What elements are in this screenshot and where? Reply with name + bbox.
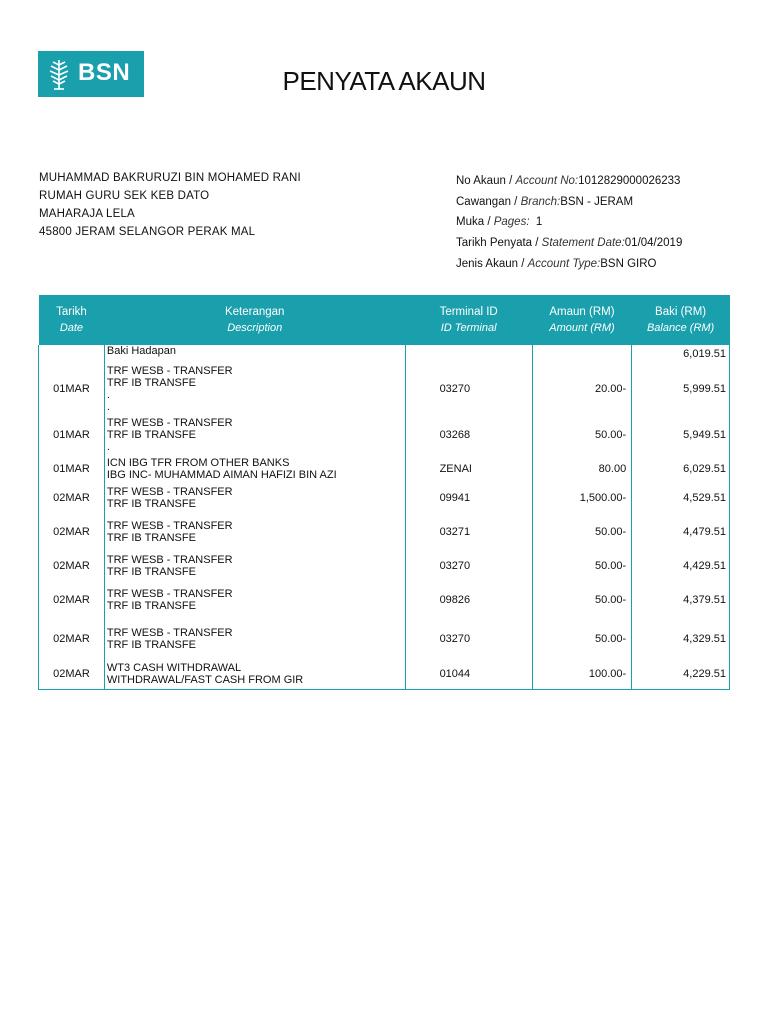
cell-balance: 4,379.51	[632, 581, 730, 619]
cell-amount: 50.00-	[532, 551, 631, 581]
description-line: TRF IB TRANSFE	[106, 600, 196, 612]
table-row	[39, 619, 730, 659]
cell-terminal: 03270	[405, 363, 532, 415]
transactions-table	[38, 295, 730, 690]
cell-description	[104, 581, 405, 619]
account-type-label-en: Account Type:	[527, 257, 601, 270]
account-no-label: No Akaun /	[456, 175, 513, 187]
branch-label: Cawangan /	[456, 195, 518, 208]
pages-row	[456, 212, 682, 233]
address-line: MUHAMMAD BAKRURUZI BIN MOHAMED RANI	[39, 172, 301, 184]
description-line: ICN IBG TFR FROM OTHER BANKS	[106, 457, 290, 469]
statement-date-label: Tarikh Penyata /	[456, 237, 539, 250]
account-type-row	[456, 254, 682, 275]
cell-description	[104, 551, 405, 581]
cell-date: 02MAR	[39, 659, 105, 689]
table-row	[39, 363, 730, 415]
statement-date-row	[456, 233, 682, 254]
page-title: PENYATA AKAUN	[282, 66, 486, 96]
description-line: IBG INC- MUHAMMAD AIMAN HAFIZI BIN AZI	[106, 469, 337, 481]
header-terminal: Terminal ID ID Terminal	[405, 295, 532, 345]
header-balance: Baki (RM) Balance (RM)	[632, 295, 730, 345]
branch-row	[456, 192, 682, 213]
cell-balance: 5,949.51	[632, 415, 730, 455]
description-line: TRF IB TRANSFE	[106, 566, 196, 578]
address-line: 45800 JERAM SELANGOR PERAK MAL	[39, 226, 256, 238]
cell-amount: 20.00-	[532, 363, 631, 415]
table-header-row	[39, 295, 730, 345]
cell-terminal: 03270	[405, 551, 532, 581]
cell-description	[104, 659, 405, 689]
cell-terminal: 03270	[405, 619, 532, 659]
cell-terminal: 09941	[405, 483, 532, 512]
description-line: WT3 CASH WITHDRAWAL	[106, 661, 242, 674]
cell-terminal: 03271	[405, 512, 532, 551]
cell-balance: 4,229.51	[632, 659, 730, 689]
cell-description	[104, 345, 405, 363]
cell-amount: 50.00-	[532, 415, 631, 455]
cell-terminal	[405, 345, 532, 363]
cell-balance: 5,999.51	[632, 363, 730, 415]
cell-amount: 100.00-	[532, 659, 631, 689]
header-description: Keterangan Description	[104, 295, 405, 345]
cell-terminal: 01044	[405, 659, 532, 689]
table-row	[39, 551, 730, 581]
description-line: TRF IB TRANSFE	[106, 497, 196, 510]
cell-date	[39, 345, 105, 363]
account-type-label: Jenis Akaun /	[456, 257, 525, 270]
pages-value: 1	[535, 216, 543, 229]
table-row	[39, 345, 730, 363]
description-line: TRF IB TRANSFE	[106, 377, 196, 389]
table-row	[39, 483, 730, 512]
address-line: MAHARAJA LELA	[39, 208, 135, 220]
description-line: TRF WESB - TRANSFER	[106, 627, 233, 639]
cell-amount	[532, 345, 631, 363]
cell-balance: 4,529.51	[632, 483, 730, 512]
statement-date-value: 01/04/2019	[624, 237, 683, 250]
cell-description	[104, 619, 405, 659]
cell-description	[104, 512, 405, 551]
cell-amount: 1,500.00-	[532, 483, 631, 512]
branch-value: BSN - JERAM	[560, 195, 634, 208]
cell-description	[104, 483, 405, 512]
table-row	[39, 512, 730, 551]
customer-address	[39, 169, 301, 241]
cell-balance: 6,029.51	[632, 455, 730, 483]
cell-balance: 4,429.51	[632, 551, 730, 581]
description-line: Baki Hadapan	[106, 345, 176, 357]
logo-text: BSN	[78, 59, 131, 86]
pages-label-en: Pages:	[493, 216, 530, 229]
branch-label-en: Branch:	[520, 195, 561, 208]
cell-terminal: 09826	[405, 581, 532, 619]
description-line: TRF WESB - TRANSFER	[106, 485, 233, 498]
cell-balance: 4,329.51	[632, 619, 730, 659]
table-row	[39, 455, 730, 483]
description-line: TRF WESB - TRANSFER	[106, 554, 233, 566]
cell-description	[104, 363, 405, 415]
table-row	[39, 415, 730, 455]
description-line: TRF IB TRANSFE	[106, 639, 196, 651]
cell-date: 01MAR	[39, 363, 105, 415]
pages-label: Muka /	[456, 216, 491, 229]
description-line: TRF WESB - TRANSFER	[106, 417, 233, 429]
cell-amount: 50.00-	[532, 512, 631, 551]
description-line: TRF WESB - TRANSFER	[106, 519, 233, 532]
cell-description	[104, 455, 405, 483]
cell-balance: 6,019.51	[632, 345, 730, 363]
cell-date: 02MAR	[39, 512, 105, 551]
description-line: TRF IB TRANSFE	[106, 429, 196, 441]
cell-amount: 50.00-	[532, 581, 631, 619]
cell-date: 02MAR	[39, 619, 105, 659]
cell-terminal: ZENAI	[405, 455, 532, 483]
description-line: .	[106, 441, 110, 453]
description-line: TRF WESB - TRANSFER	[106, 588, 233, 600]
statement-date-label-en: Statement Date:	[541, 237, 625, 250]
table-row	[39, 659, 730, 689]
description-line: TRF IB TRANSFE	[106, 531, 196, 544]
cell-date: 01MAR	[39, 415, 105, 455]
cell-balance: 4,479.51	[632, 512, 730, 551]
account-no-value: 1012829000026233	[578, 175, 681, 187]
account-no-label-en: Account No:	[515, 175, 579, 187]
account-details	[456, 171, 682, 275]
header-amount: Amaun (RM) Amount (RM)	[532, 295, 631, 345]
address-line: RUMAH GURU SEK KEB DATO	[39, 190, 210, 202]
cell-description	[104, 415, 405, 455]
cell-terminal: 03268	[405, 415, 532, 455]
cell-amount: 50.00-	[532, 619, 631, 659]
cell-date: 02MAR	[39, 581, 105, 619]
cell-date: 02MAR	[39, 483, 105, 512]
account-type-value: BSN GIRO	[600, 257, 657, 270]
table-row	[39, 581, 730, 619]
cell-amount: 80.00	[532, 455, 631, 483]
description-line: WITHDRAWAL/FAST CASH FROM GIR	[106, 673, 304, 686]
transactions-body	[39, 345, 730, 689]
account-no-row	[456, 171, 682, 192]
description-line: .	[106, 401, 110, 413]
cell-date: 02MAR	[39, 551, 105, 581]
header-date: Tarikh Date	[39, 295, 105, 345]
cell-date: 01MAR	[39, 455, 105, 483]
description-line: TRF WESB - TRANSFER	[106, 365, 233, 377]
description-line: .	[106, 389, 110, 401]
